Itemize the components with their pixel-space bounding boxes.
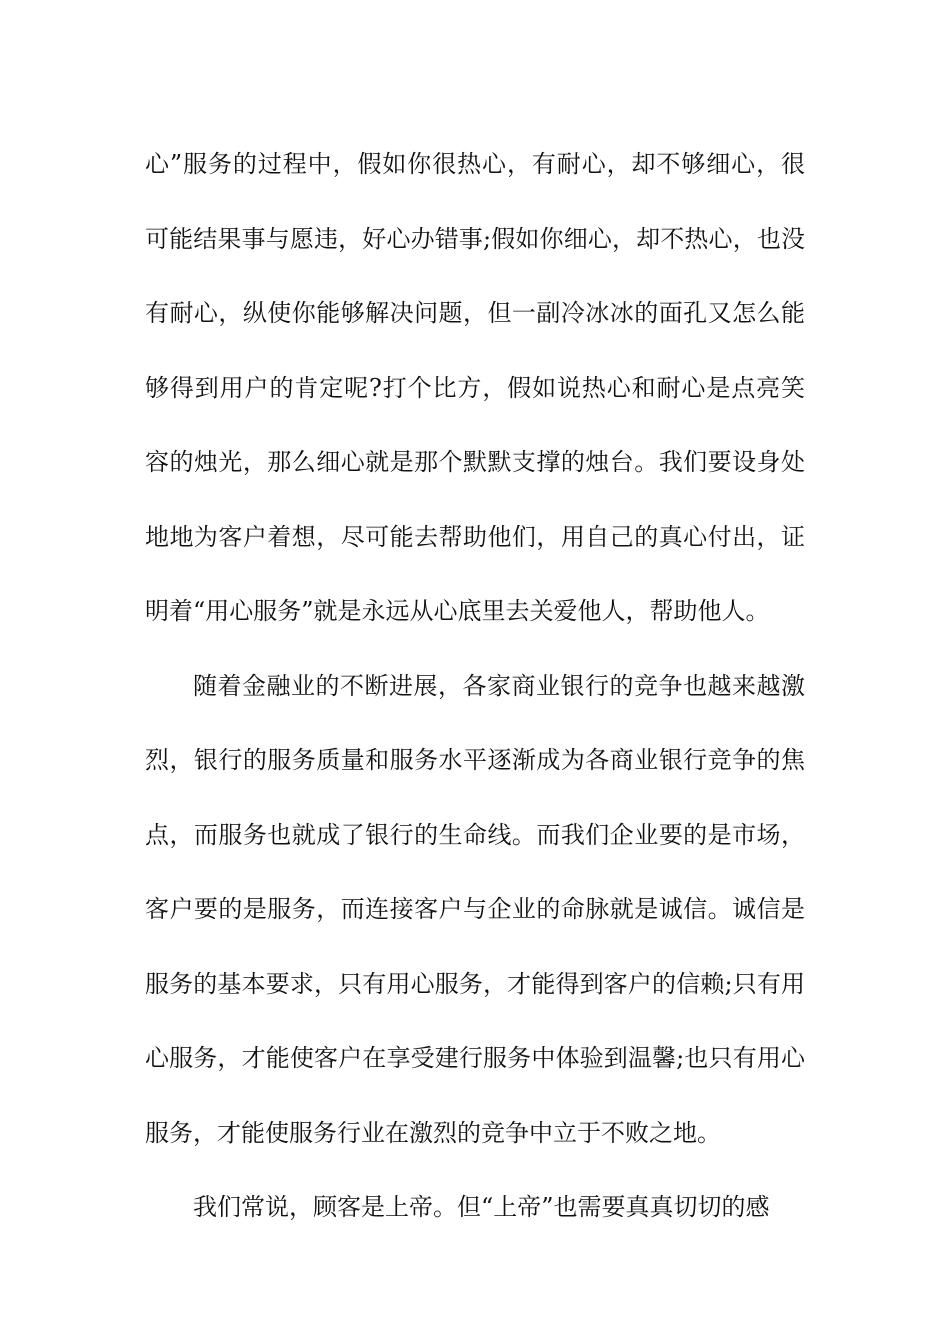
paragraph-3: 我们常说，顾客是上帝。但“上帝”也需要真真切切的感 [193,1193,770,1221]
document-body [145,127,805,1245]
paragraph-1: 心”服务的过程中，假如你很热心，有耐心，却不够细心，很可能结果事与愿违，好心办错事;假如你细心，却不热心，也没有耐心，纵使你能够解决问题，但一副冷冰冰的面孔又怎么能够得到用户的肯定呢?打个比方，假如说热心和耐心是点亮笑容的烛光，那么细心就是那个默默支撑的烛台。我们要设身处地地为客户着想，尽可能去帮助他们，用自己的真心付出，证明着“用心服务”就是永远从心底里去关爱他人，帮助他人。 [145,150,805,625]
paragraph-2: 随着金融业的不断进展，各家商业银行的竞争也越来越激烈，银行的服务质量和服务水平逐渐成为各商业银行竞争的焦点，而服务也就成了银行的生命线。而我们企业要的是市场，客户要的是服务，而连接客户与企业的命脉就是诚信。诚信是服务的基本要求，只有用心服务，才能得到客户的信赖;只有用心服务，才能使客户在享受建行服务中体验到温馨;也只有用心服务，才能使服务行业在激烈的竞争中立于不败之地。 [145,671,805,1147]
